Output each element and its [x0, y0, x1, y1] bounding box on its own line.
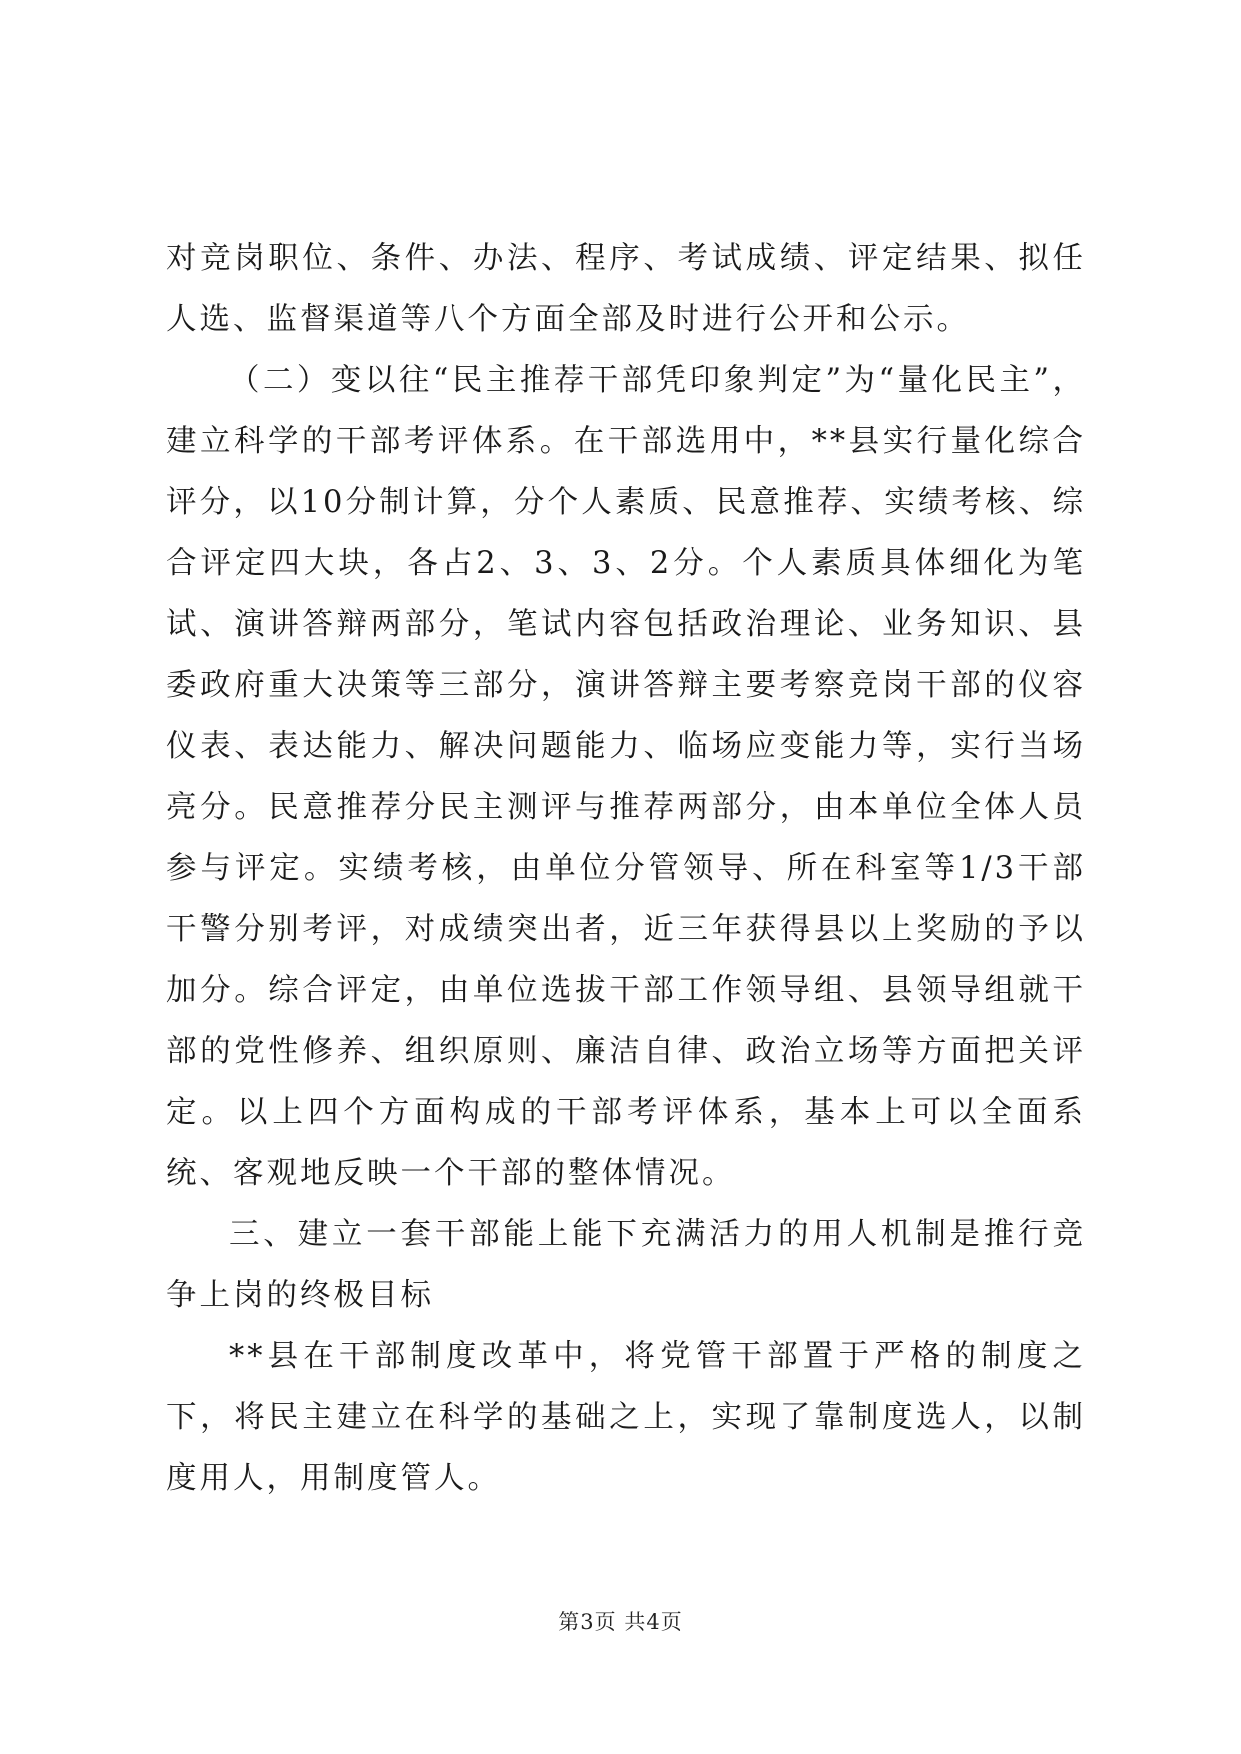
section-heading-three: 三、建立一套干部能上能下充满活力的用人机制是推行竞争上岗的终极目标 [166, 1217, 1086, 1313]
page-number-footer: 第3页 共4页 [558, 1610, 683, 1634]
paragraph-continuation: 对竞岗职位、条件、办法、程序、考试成绩、评定结果、拟任人选、监督渠道等八个方面全部及时进行公开和公示。 [166, 241, 1086, 337]
paragraph-system-reform: **县在干部制度改革中，将党管干部置于严格的制度之下，将民主建立在科学的基础之上，实现了靠制度选人，以制度用人，用制度管人。 [166, 1339, 1086, 1496]
document-body [166, 228, 1086, 1509]
paragraph-quantified-democracy: （二）变以往“民主推荐干部凭印象判定”为“量化民主”，建立科学的干部考评体系。在干部选用中，**县实行量化综合评分，以10分制计算，分个人素质、民意推荐、实绩考核、综合评定四大块，各占2、3、3、2分。个人素质具体细化为笔试、演讲答辩两部分，笔试内容包括政治理论、业务知识、县委政府重大决策等三部分，演讲答辩主要考察竞岗干部的仪容仪表、表达能力、解决问题能力、临场应变能力等，实行当场亮分。民意推荐分民主测评与推荐两部分，由本单位全体人员参与评定。实绩考核，由单位分管领导、所在科室等1/3干部干警分别考评，对成绩突出者，近三年获得县以上奖励的予以加分。综合评定，由单位选拔干部工作领导组、县领导组就干部的党性修养、组织原则、廉洁自律、政治立场等方面把关评定。以上四个方面构成的干部考评体系，基本上可以全面系统、客观地反映一个干部的整体情况。 [166, 363, 1086, 1191]
